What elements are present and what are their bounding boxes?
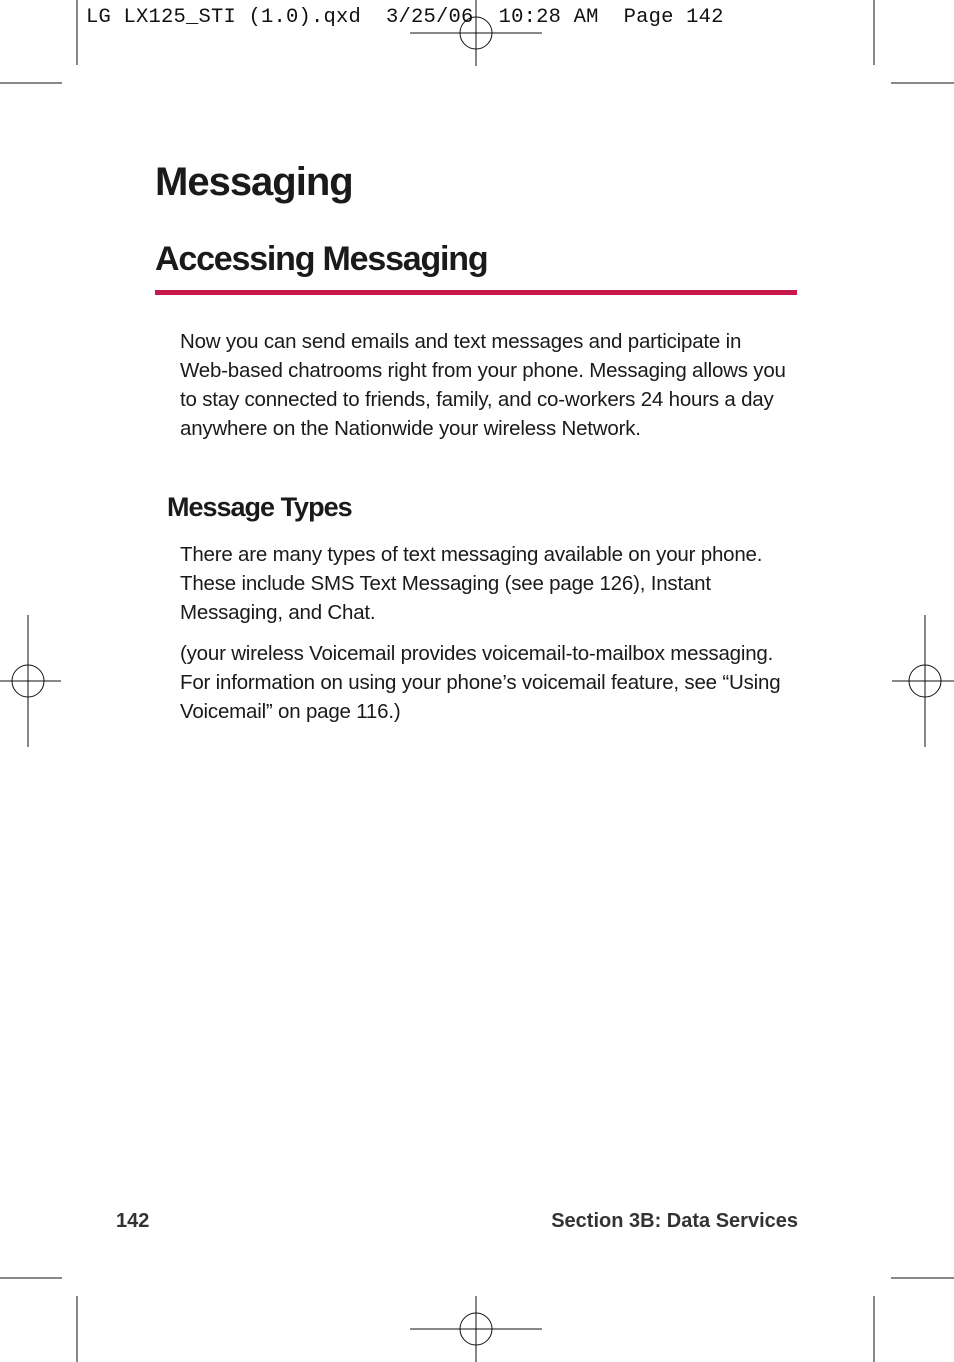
print-slug: LG LX125_STI (1.0).qxd 3/25/06 10:28 AM Page 142 [86, 6, 724, 29]
intro-paragraph: Now you can send emails and text messages and participate in Web-based chatrooms right from your phone. Messaging allows you to stay connected to friends, family, and co-workers 24 hours a day anywhere on the Nationwide your wireless Network. [180, 330, 786, 440]
registration-mark-top [410, 0, 542, 66]
heading-rule [155, 290, 797, 295]
registration-mark-right [892, 615, 954, 747]
page-number: 142 [116, 1210, 150, 1232]
footer-section-title: Section 3B: Data Services [551, 1210, 798, 1232]
registration-mark-left [0, 615, 61, 747]
voicemail-paragraph: (your wireless Voicemail provides voicemail-to-mailbox messaging. For information on using your phone’s voicemail feature, see “Using Voicemail” on page 116.) [180, 642, 781, 723]
registration-mark-bottom [410, 1296, 542, 1362]
page-title: Messaging [155, 160, 353, 204]
message-types-paragraph: There are many types of text messaging available on your phone. These include SMS Text Messaging (see page 126), Instant Messaging, and Chat. [180, 543, 763, 624]
section-heading: Accessing Messaging [155, 240, 488, 278]
subheading-message-types: Message Types [167, 492, 352, 522]
